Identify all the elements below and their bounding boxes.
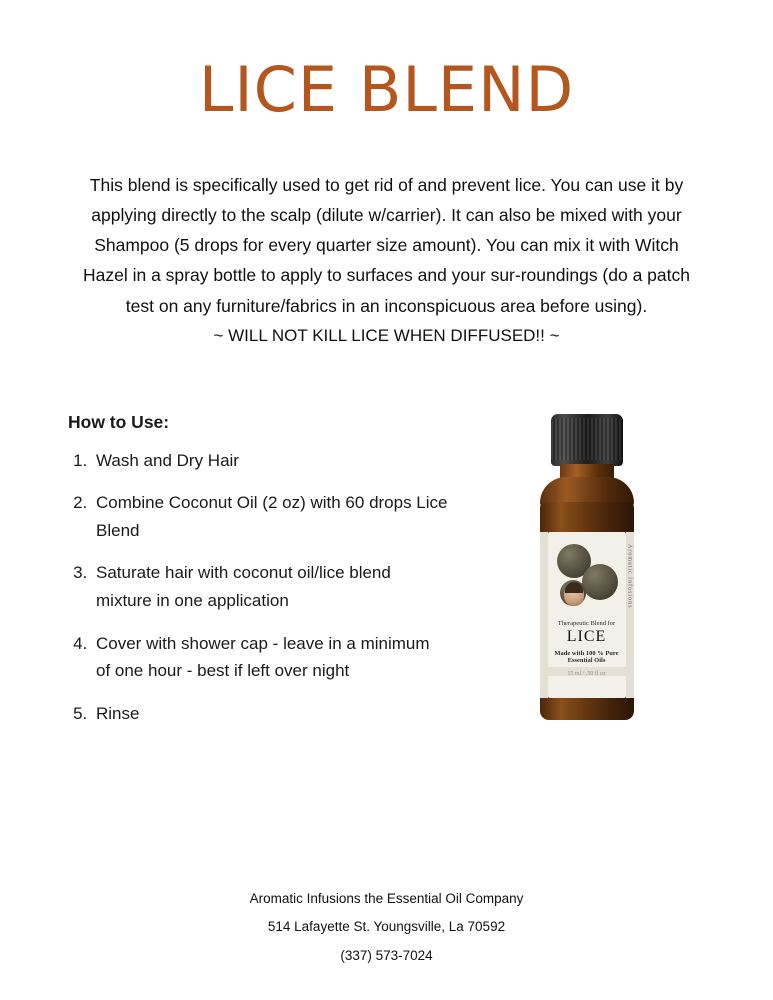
child-face-icon — [564, 584, 584, 606]
warning-text: ~ WILL NOT KILL LICE WHEN DIFFUSED!! ~ — [213, 325, 560, 345]
content-row — [48, 412, 725, 742]
how-to-use-section — [48, 412, 448, 742]
label-band — [548, 667, 626, 676]
how-to-use-heading: How to Use: — [68, 411, 170, 432]
lice-blob-icon — [582, 564, 618, 600]
product-image — [448, 412, 725, 724]
label-purity-text: Made with 100 % Pure Essential Oils — [554, 649, 619, 664]
label-side-text: Aromatic Infusions — [626, 543, 633, 609]
bottle-cap — [551, 414, 623, 466]
footer-company: Aromatic Infusions the Essential Oil Company — [249, 890, 524, 906]
label-left-edge — [540, 532, 548, 698]
page-title: LICE BLEND — [198, 53, 575, 126]
lice-illustration-icon — [548, 540, 626, 618]
list-item: 2. Combine Coconut Oil (2 oz) with 60 drops Lice Blend — [92, 489, 448, 544]
how-to-use-steps — [68, 447, 448, 727]
footer — [0, 885, 773, 970]
label-product-name: LICE — [566, 627, 607, 645]
list-item: 4. Cover with shower cap - leave in a minimum of one hour - best if left over night — [92, 630, 448, 685]
footer-address: 514 Lafayette St. Youngsville, La 70592 — [267, 919, 506, 935]
footer-phone: (337) 573-7024 — [340, 947, 433, 963]
label-tagline: Therapeutic Blend for — [557, 619, 616, 627]
list-item: 5. Rinse — [92, 700, 448, 728]
intro-text: This blend is specifically used to get rid of and prevent lice. You can use it by applying directly to the scalp (dilute w/carrier). It can also be mixed with your Shampoo (5 drops for every quarter size amount). You can mix it with Witch Hazel in a spray bottle to apply to surfaces and your sur-roundings (do a patch test on any furniture/fabrics in an inconspicuous area before using). — [82, 175, 690, 316]
intro-paragraph — [80, 170, 693, 350]
list-item: 3. Saturate hair with coconut oil/lice blend mixture in one application — [92, 559, 448, 614]
essential-oil-bottle — [524, 414, 650, 724]
bottle-label — [548, 532, 626, 698]
list-item: 1. Wash and Dry Hair — [92, 447, 448, 475]
